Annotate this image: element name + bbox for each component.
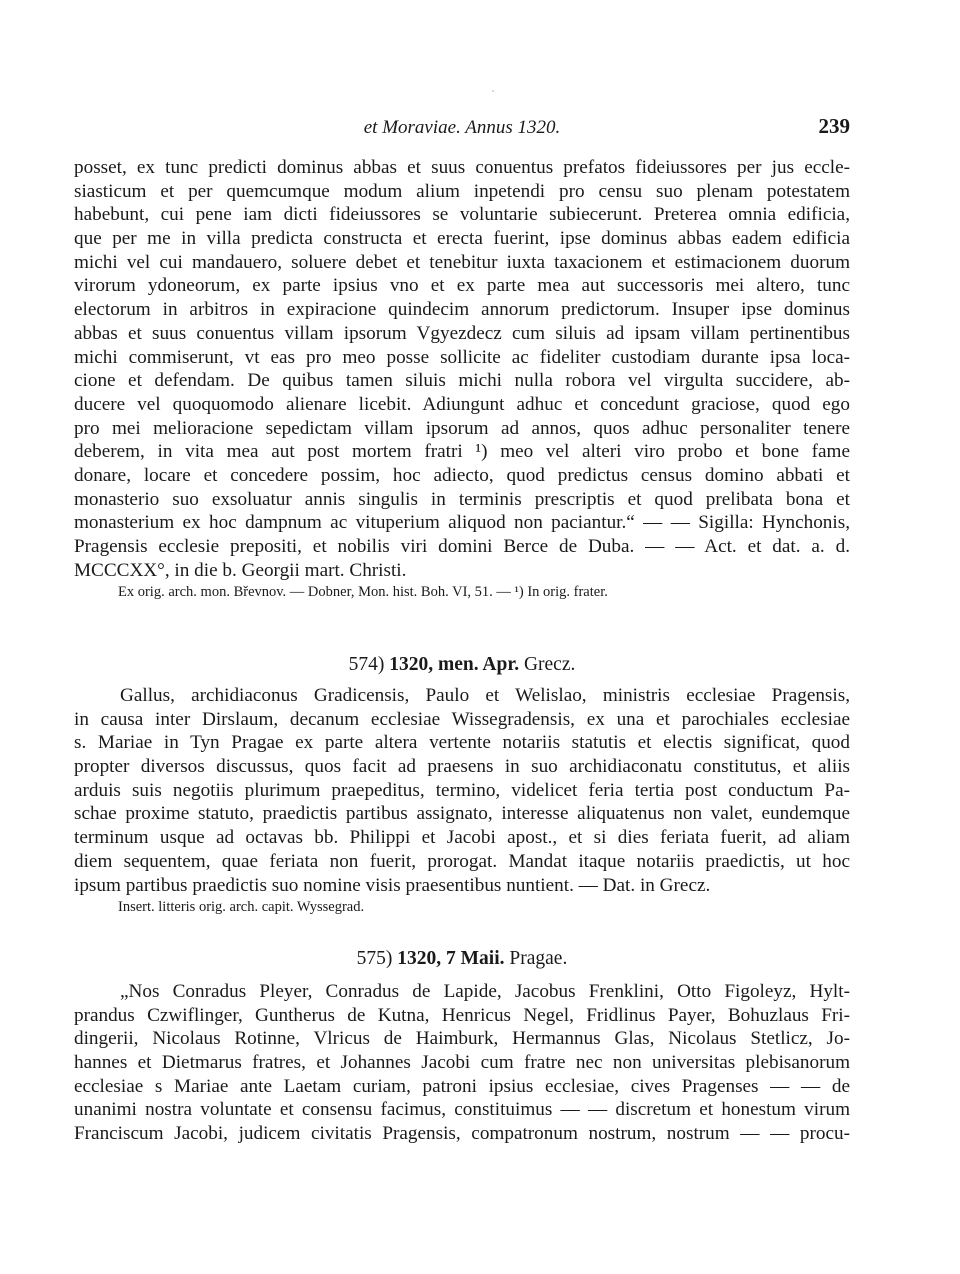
text-line: monasterium ex hoc dampnum ac vituperium aliquod non paciantur.“ — — Sigilla: Hynchonis, (74, 512, 850, 534)
text-line: ipsum partibus praedictis suo nomine visis praesentibus nuntient. — Dat. in Grecz. (74, 874, 711, 896)
text-line: schae proxime statuto, praedictis partibus assignato, interesse aliquatenus non valet, eundemque (74, 803, 850, 825)
text-line: que per me in villa predicta constructa et erecta fuerint, ipse dominus abbas eadem edificia (74, 228, 850, 250)
text-line: propter diversos discussus, quos facit ad praesens in suo archidiaconatu constitutus, et aliis (74, 756, 850, 778)
text-line: posset, ex tunc predicti dominus abbas et suus conuentus prefatos fideiussores per jus eccle- (74, 157, 850, 178)
text-line: Franciscum Jacobi, judicem civitatis Pragensis, compatronum nostrum, nostrum — — procu- (74, 1123, 850, 1145)
text-line: ducere vel quoquomodo alienare licebit. Adiungunt adhuc et concedunt graciose, quod ego (74, 393, 850, 415)
document-place: Pragae. (509, 948, 568, 969)
text-line: „Nos Conradus Pleyer, Conradus de Lapide, Jacobus Frenklini, Otto Figoleyz, Hylt- (120, 981, 850, 1002)
text-line: monasterio suo exsoluatur annis singulis in terminis prescriptis et quod prelibata bona et (74, 488, 850, 510)
text-line: Pragensis ecclesie prepositi, et nobilis viri domini Berce de Duba. — — Act. et dat. a. d. (74, 536, 850, 557)
text-line: pro mei melioracione sepedictam villam ipsorum ad annos, quos adhuc personaliter tenere (74, 417, 850, 439)
page-number: 239 (818, 114, 850, 138)
text-line: michi vel cui mandauero, soluere debet et tenebitur iuxta taxacionem et estimacionem duorum (74, 251, 850, 273)
text-line: s. Mariae in Tyn Pragae ex parte altera vertente notariis statutis et electis significat, quod (74, 732, 850, 754)
document-number: 574) (348, 654, 385, 675)
document-575-text (74, 980, 850, 1146)
text-line: siasticum et per quemcumque modum alium inpetendi pro censu suo plenam potestatem (74, 180, 850, 202)
text-line: terminum usque ad octavas bb. Philippi et Jacobi apost., et si dies feriata fuerit, ad aliam (74, 827, 850, 849)
text-line: electorum in arbitros in expiracione quindecim annorum predictorum. Insuper ipse dominus (74, 299, 850, 321)
text-line: donare, locare et concedere possim, hoc adiecto, quod predictus census domino abbati et (74, 464, 850, 486)
scan-speck (492, 90, 494, 92)
document-574-text (74, 684, 850, 917)
document-574-heading (74, 654, 850, 676)
text-line: ecclesiae s Mariae ante Laetam curiam, patroni ipsius ecclesiae, cives Pragenses — — de (74, 1075, 850, 1097)
text-line: arduis suis negotiis plurimum praepeditus, termino, videlicet feria tertia post conductum Pa- (74, 779, 850, 801)
document-575-heading (74, 948, 850, 970)
text-line: Gallus, archidiaconus Gradicensis, Paulo et Welislao, ministris ecclesiae Pragensis, (120, 685, 850, 706)
text-line: cione et defendam. De quibus tamen siluis michi nulla robora vel virgulta succidere, ab- (74, 370, 850, 392)
document-573-text (74, 156, 850, 602)
document-place: Grecz. (523, 654, 576, 675)
text-line: MCCCXX°, in die b. Georgii mart. Christi. (74, 559, 407, 581)
text-line: virorum ydoneorum, ex parte ipsius vno et ex parte mea aut successoris mei altero, tunc (74, 275, 850, 297)
document-date: 1320, men. Apr. (389, 654, 520, 675)
text-line: deberem, in vita mea aut post mortem fratri ¹) meo vel alteri viro probo et bone fame (74, 441, 850, 463)
document-date: 1320, 7 Maii. (397, 948, 505, 969)
text-line: in causa inter Dirslaum, decanum ecclesiae Wissegradensis, ex una et parochiales ecclesiae (74, 708, 850, 730)
page-header (74, 114, 850, 142)
source-note: Ex orig. arch. mon. Břevnov. — Dobner, Mon. hist. Boh. VI, 51. — ¹) In orig. frater. (118, 584, 608, 601)
source-note: Insert. litteris orig. arch. capit. Wyssegrad. (118, 899, 365, 916)
text-line: dingerii, Nicolaus Rotinne, Vlricus de Haimburk, Hermannus Glas, Nicolaus Stetlicz, Jo- (74, 1028, 850, 1050)
document-number: 575) (356, 948, 393, 969)
text-line: diem sequentem, quae feriata non fuerit, prorogat. Mandat itaque notariis praedictis, ut hoc (74, 850, 850, 872)
text-line: michi commiserunt, vt eas pro meo posse sollicite ac fideliter custodiam durante ipsa loca- (74, 346, 850, 368)
text-line: habebunt, cui pene iam dicti fideiussores se voluntarie subiecerunt. Preterea omnia edificia, (74, 204, 850, 226)
text-line: prandus Czwiflinger, Guntherus de Kutna, Henricus Negel, Fridlinus Payer, Bohuzlaus Fri- (74, 1004, 850, 1026)
text-line: hannes et Dietmarus fratres, et Johannes Jacobi cum fratre nec non universitas plebisanorum (74, 1052, 850, 1074)
text-line: abbas et suus conuentus villam ipsorum Vgyezdecz cum siluis ad ipsam villam pertinentibus (74, 322, 850, 344)
text-line: unanimi nostra voluntate et consensu facimus, constituimus — — discretum et honestum virum (74, 1099, 850, 1121)
running-title: et Moraviae. Annus 1320. (363, 117, 561, 138)
